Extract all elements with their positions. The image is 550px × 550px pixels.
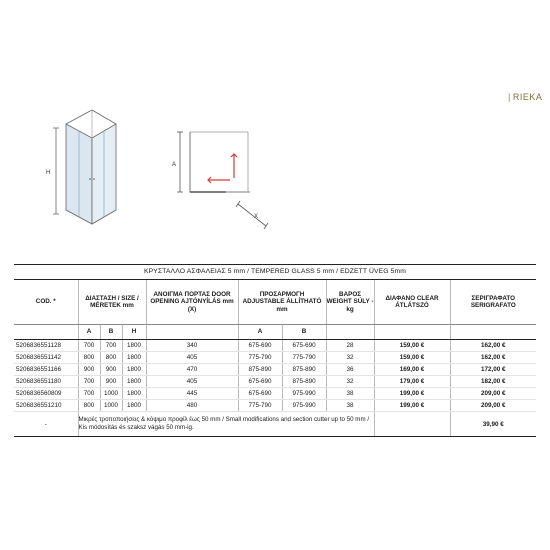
cell-a: 700 xyxy=(78,376,100,388)
col-serigrafato: ΣΕΡΙΓΡΑΦΑΤΟ SERIGRAFATO xyxy=(450,280,536,325)
cell-h: 1800 xyxy=(122,400,146,412)
col-door-sub: (X) xyxy=(187,305,197,313)
cell-adj-b: 875-890 xyxy=(282,364,326,376)
price-table xyxy=(14,280,536,437)
iso-height-label: H xyxy=(46,170,51,176)
glass-title: ΚΡΥΣΤΑΛΛΟ ΑΣΦΑΛΕΙΑΣ 5 mm / TEMPERED GLASS 5 mm / EDZETT ÜVEG 5mm xyxy=(14,264,536,280)
sub-b: B xyxy=(100,325,122,340)
cell-clear-price: 199,00 € xyxy=(374,388,450,400)
cell-ser-price: 172,00 € xyxy=(450,364,536,376)
sub-h: H xyxy=(122,325,146,340)
cell-h: 1800 xyxy=(122,388,146,400)
table-row xyxy=(14,388,536,400)
cell-b: 800 xyxy=(100,352,122,364)
sub-door xyxy=(146,325,238,340)
cell-b: 1000 xyxy=(100,388,122,400)
cell-clear-price: 169,00 € xyxy=(374,364,450,376)
cell-ser-price: 209,00 € xyxy=(450,400,536,412)
sub-adj-a: A xyxy=(238,325,282,340)
cell-adj-b: 775-790 xyxy=(282,352,326,364)
cell-adj-a: 675-690 xyxy=(238,340,282,352)
cell-weight: 28 xyxy=(326,340,374,352)
cell-ser-price: 209,00 € xyxy=(450,388,536,400)
cell-x: 480 xyxy=(146,400,238,412)
cell-a: 700 xyxy=(78,388,100,400)
cell-a: 800 xyxy=(78,400,100,412)
table-row xyxy=(14,352,536,364)
cell-code: 5206836551142 xyxy=(14,352,78,364)
cell-x: 470 xyxy=(146,364,238,376)
col-code: COD. * xyxy=(14,280,78,325)
cell-adj-a: 675-690 xyxy=(238,376,282,388)
cell-adj-b: 675-690 xyxy=(282,340,326,352)
cell-code: 5206836551166 xyxy=(14,364,78,376)
table-row xyxy=(14,400,536,412)
table-row xyxy=(14,364,536,376)
cell-weight: 32 xyxy=(326,352,374,364)
col-size: ΔΙΑΣΤΑΣΗ / SIZE / MÉRETEK mm xyxy=(78,280,146,325)
cell-h: 1800 xyxy=(122,364,146,376)
col-weight: ΒΑΡΟΣ WEIGHT SÚLY - kg xyxy=(326,280,374,325)
modification-code: - xyxy=(14,412,78,437)
sub-a: A xyxy=(78,325,100,340)
cell-clear-price: 199,00 € xyxy=(374,400,450,412)
cell-b: 700 xyxy=(100,340,122,352)
col-door xyxy=(146,280,238,325)
cell-b: 1000 xyxy=(100,400,122,412)
cell-ser-price: 162,00 € xyxy=(450,340,536,352)
cell-code: 5206836551210 xyxy=(14,400,78,412)
cell-ser-price: 182,00 € xyxy=(450,376,536,388)
cell-x: 445 xyxy=(146,388,238,400)
modification-empty xyxy=(374,412,450,437)
cell-a: 900 xyxy=(78,364,100,376)
cell-h: 1800 xyxy=(122,340,146,352)
cell-h: 1800 xyxy=(122,376,146,388)
cell-a: 700 xyxy=(78,340,100,352)
enclosure-iso-drawing xyxy=(34,104,134,234)
sub-empty xyxy=(14,325,78,340)
cell-a: 800 xyxy=(78,352,100,364)
cell-x: 340 xyxy=(146,340,238,352)
cell-adj-a: 875-890 xyxy=(238,364,282,376)
col-clear: ΔΙΑΦΑΝΟ CLEAR ÁTLÁTSZÓ xyxy=(374,280,450,325)
brand-label: | RIEKA xyxy=(508,92,543,102)
cell-code: 5206836551128 xyxy=(14,340,78,352)
cell-clear-price: 159,00 € xyxy=(374,352,450,364)
cell-adj-b: 975-990 xyxy=(282,388,326,400)
enclosure-plan-drawing xyxy=(168,122,278,232)
cell-code: 5206836560809 xyxy=(14,388,78,400)
cell-weight: 32 xyxy=(326,376,374,388)
modification-text: Μικρές τροποποιήσεις & κόψιμο προφίλ έως 50 mm / Small modifications and section cutter up to 50 mm / Kis módosítás és szaksz vágás 50 mm-ig. xyxy=(78,412,374,437)
modification-row xyxy=(14,412,536,437)
cell-b: 900 xyxy=(100,376,122,388)
cell-weight: 38 xyxy=(326,400,374,412)
col-door-label: ΑΝΟΙΓΜΑ ΠΟΡΤΑΣ DOOR OPENING AJTÓNYÍLÁS mm xyxy=(150,290,234,306)
cell-adj-a: 775-790 xyxy=(238,352,282,364)
col-adjust: ΠΡΟΣΑΡΜΟΓΗ ADJUSTABLE ÁLLÍTHATÓ mm xyxy=(238,280,326,325)
cell-b: 900 xyxy=(100,364,122,376)
cell-adj-b: 975-990 xyxy=(282,400,326,412)
sub-adj-b: B xyxy=(282,325,326,340)
cell-adj-a: 675-690 xyxy=(238,388,282,400)
table-row xyxy=(14,376,536,388)
cell-x: 405 xyxy=(146,352,238,364)
price-table-section xyxy=(14,264,536,437)
cell-x: 405 xyxy=(146,376,238,388)
cell-clear-price: 179,00 € xyxy=(374,376,450,388)
sub-ser xyxy=(450,325,536,340)
cell-ser-price: 162,00 € xyxy=(450,352,536,364)
cell-h: 1800 xyxy=(122,352,146,364)
plan-x-label: X xyxy=(254,214,259,220)
cell-adj-a: 775-790 xyxy=(238,400,282,412)
plan-a-label: A xyxy=(172,162,177,168)
sub-weight xyxy=(326,325,374,340)
cell-code: 5206836551180 xyxy=(14,376,78,388)
sub-clear xyxy=(374,325,450,340)
cell-clear-price: 159,00 € xyxy=(374,340,450,352)
cell-weight: 36 xyxy=(326,364,374,376)
cell-adj-b: 875-890 xyxy=(282,376,326,388)
cell-weight: 38 xyxy=(326,388,374,400)
table-row xyxy=(14,340,536,352)
modification-price: 39,90 € xyxy=(450,412,536,437)
